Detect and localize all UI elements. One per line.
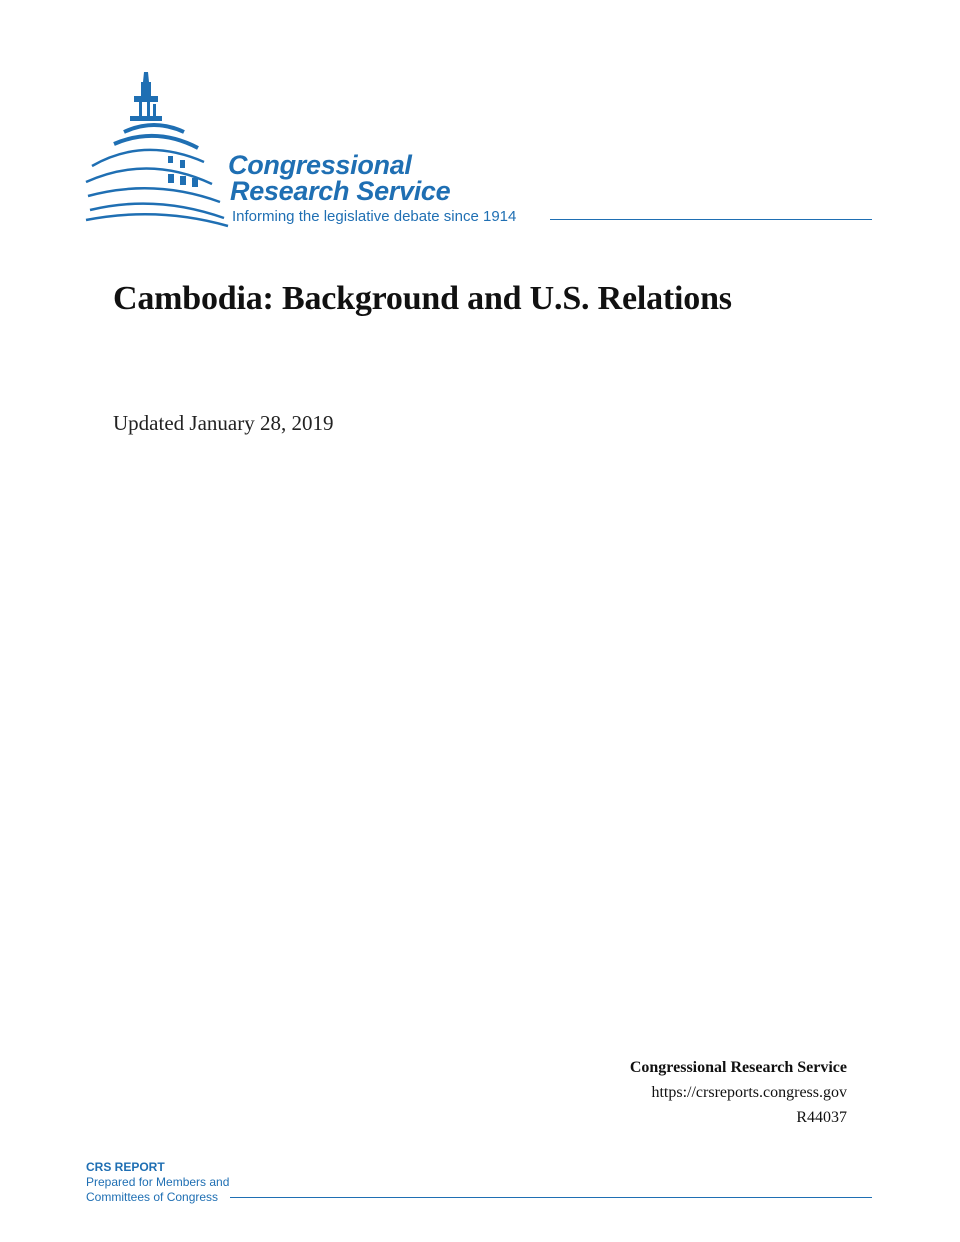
report-number: R44037 bbox=[796, 1109, 847, 1126]
report-title: Cambodia: Background and U.S. Relations bbox=[113, 280, 732, 317]
crs-logo-wordmark bbox=[228, 152, 450, 204]
logo-divider bbox=[550, 219, 872, 220]
logo-tagline: Informing the legislative debate since 1914 bbox=[232, 208, 517, 225]
publisher-organization: Congressional Research Service bbox=[629, 1059, 847, 1076]
publisher-info bbox=[630, 1055, 847, 1130]
publisher-url[interactable]: https://crsreports.congress.gov bbox=[651, 1084, 847, 1101]
capitol-dome-icon bbox=[84, 70, 230, 228]
footer-label bbox=[86, 1160, 229, 1205]
footer-divider bbox=[230, 1197, 872, 1198]
footer-report-label: CRS REPORT bbox=[86, 1160, 165, 1174]
logo-name-line2: Research Service bbox=[230, 176, 451, 206]
footer-line-1: Prepared for Members and bbox=[86, 1175, 230, 1189]
updated-date: Updated January 28, 2019 bbox=[113, 411, 334, 435]
logo-name-line1: Congressional bbox=[228, 150, 412, 180]
footer-line-2: Committees of Congress bbox=[86, 1190, 219, 1204]
